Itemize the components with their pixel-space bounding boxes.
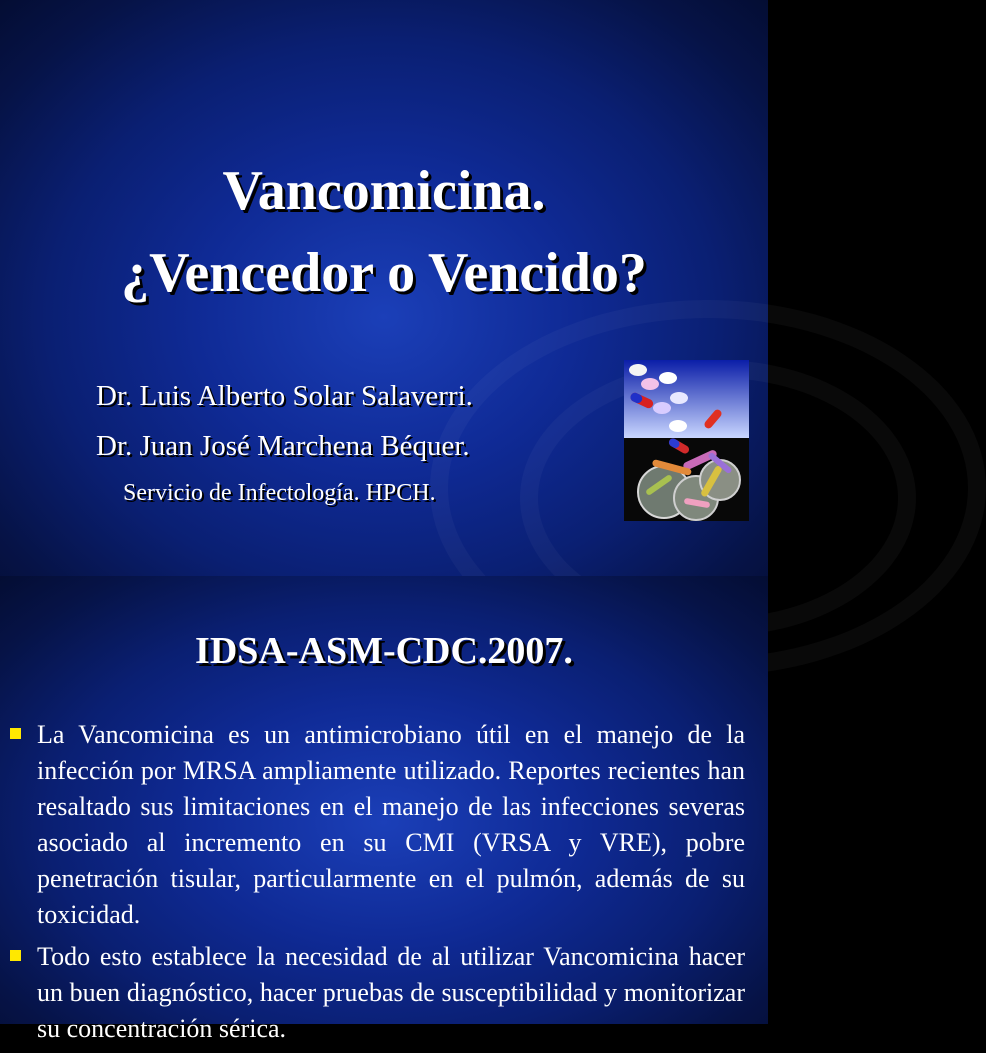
pills-and-petri-dish-image	[624, 360, 749, 521]
author-1: Dr. Luis Alberto Solar Salaverri.	[96, 380, 473, 412]
bullet-list	[0, 717, 768, 1053]
content-slide	[0, 576, 768, 1043]
square-bullet-icon	[10, 950, 21, 961]
title-line-2: ¿Vencedor o Vencido?	[121, 242, 647, 304]
title-slide	[0, 0, 768, 576]
square-bullet-icon	[10, 728, 21, 739]
bullet-text: Todo esto establece la necesidad de al utilizar Vancomicina hacer un buen diagnóstico, hacer pruebas de susceptibilidad y monitorizar su concentración sérica.	[37, 942, 745, 1043]
list-item	[0, 939, 768, 1047]
title-line-1: Vancomicina.	[222, 160, 546, 222]
list-item	[0, 717, 768, 933]
bullet-text: La Vancomicina es un antimicrobiano útil en el manejo de la infección por MRSA ampliamente utilizado. Reportes recientes han resaltado sus limitaciones en el manejo de las infecciones severas asociado al incremento en su CMI (VRSA y VRE), pobre penetración tisular, particularmente en el pulmón, además de su toxicidad.	[37, 720, 745, 929]
author-2: Dr. Juan José Marchena Béquer.	[96, 430, 470, 462]
slide-title	[0, 150, 768, 314]
slide-title: IDSA-ASM-CDC.2007.	[195, 630, 573, 672]
pills-illustration	[624, 360, 749, 521]
department: Servicio de Infectología. HPCH.	[123, 480, 436, 506]
